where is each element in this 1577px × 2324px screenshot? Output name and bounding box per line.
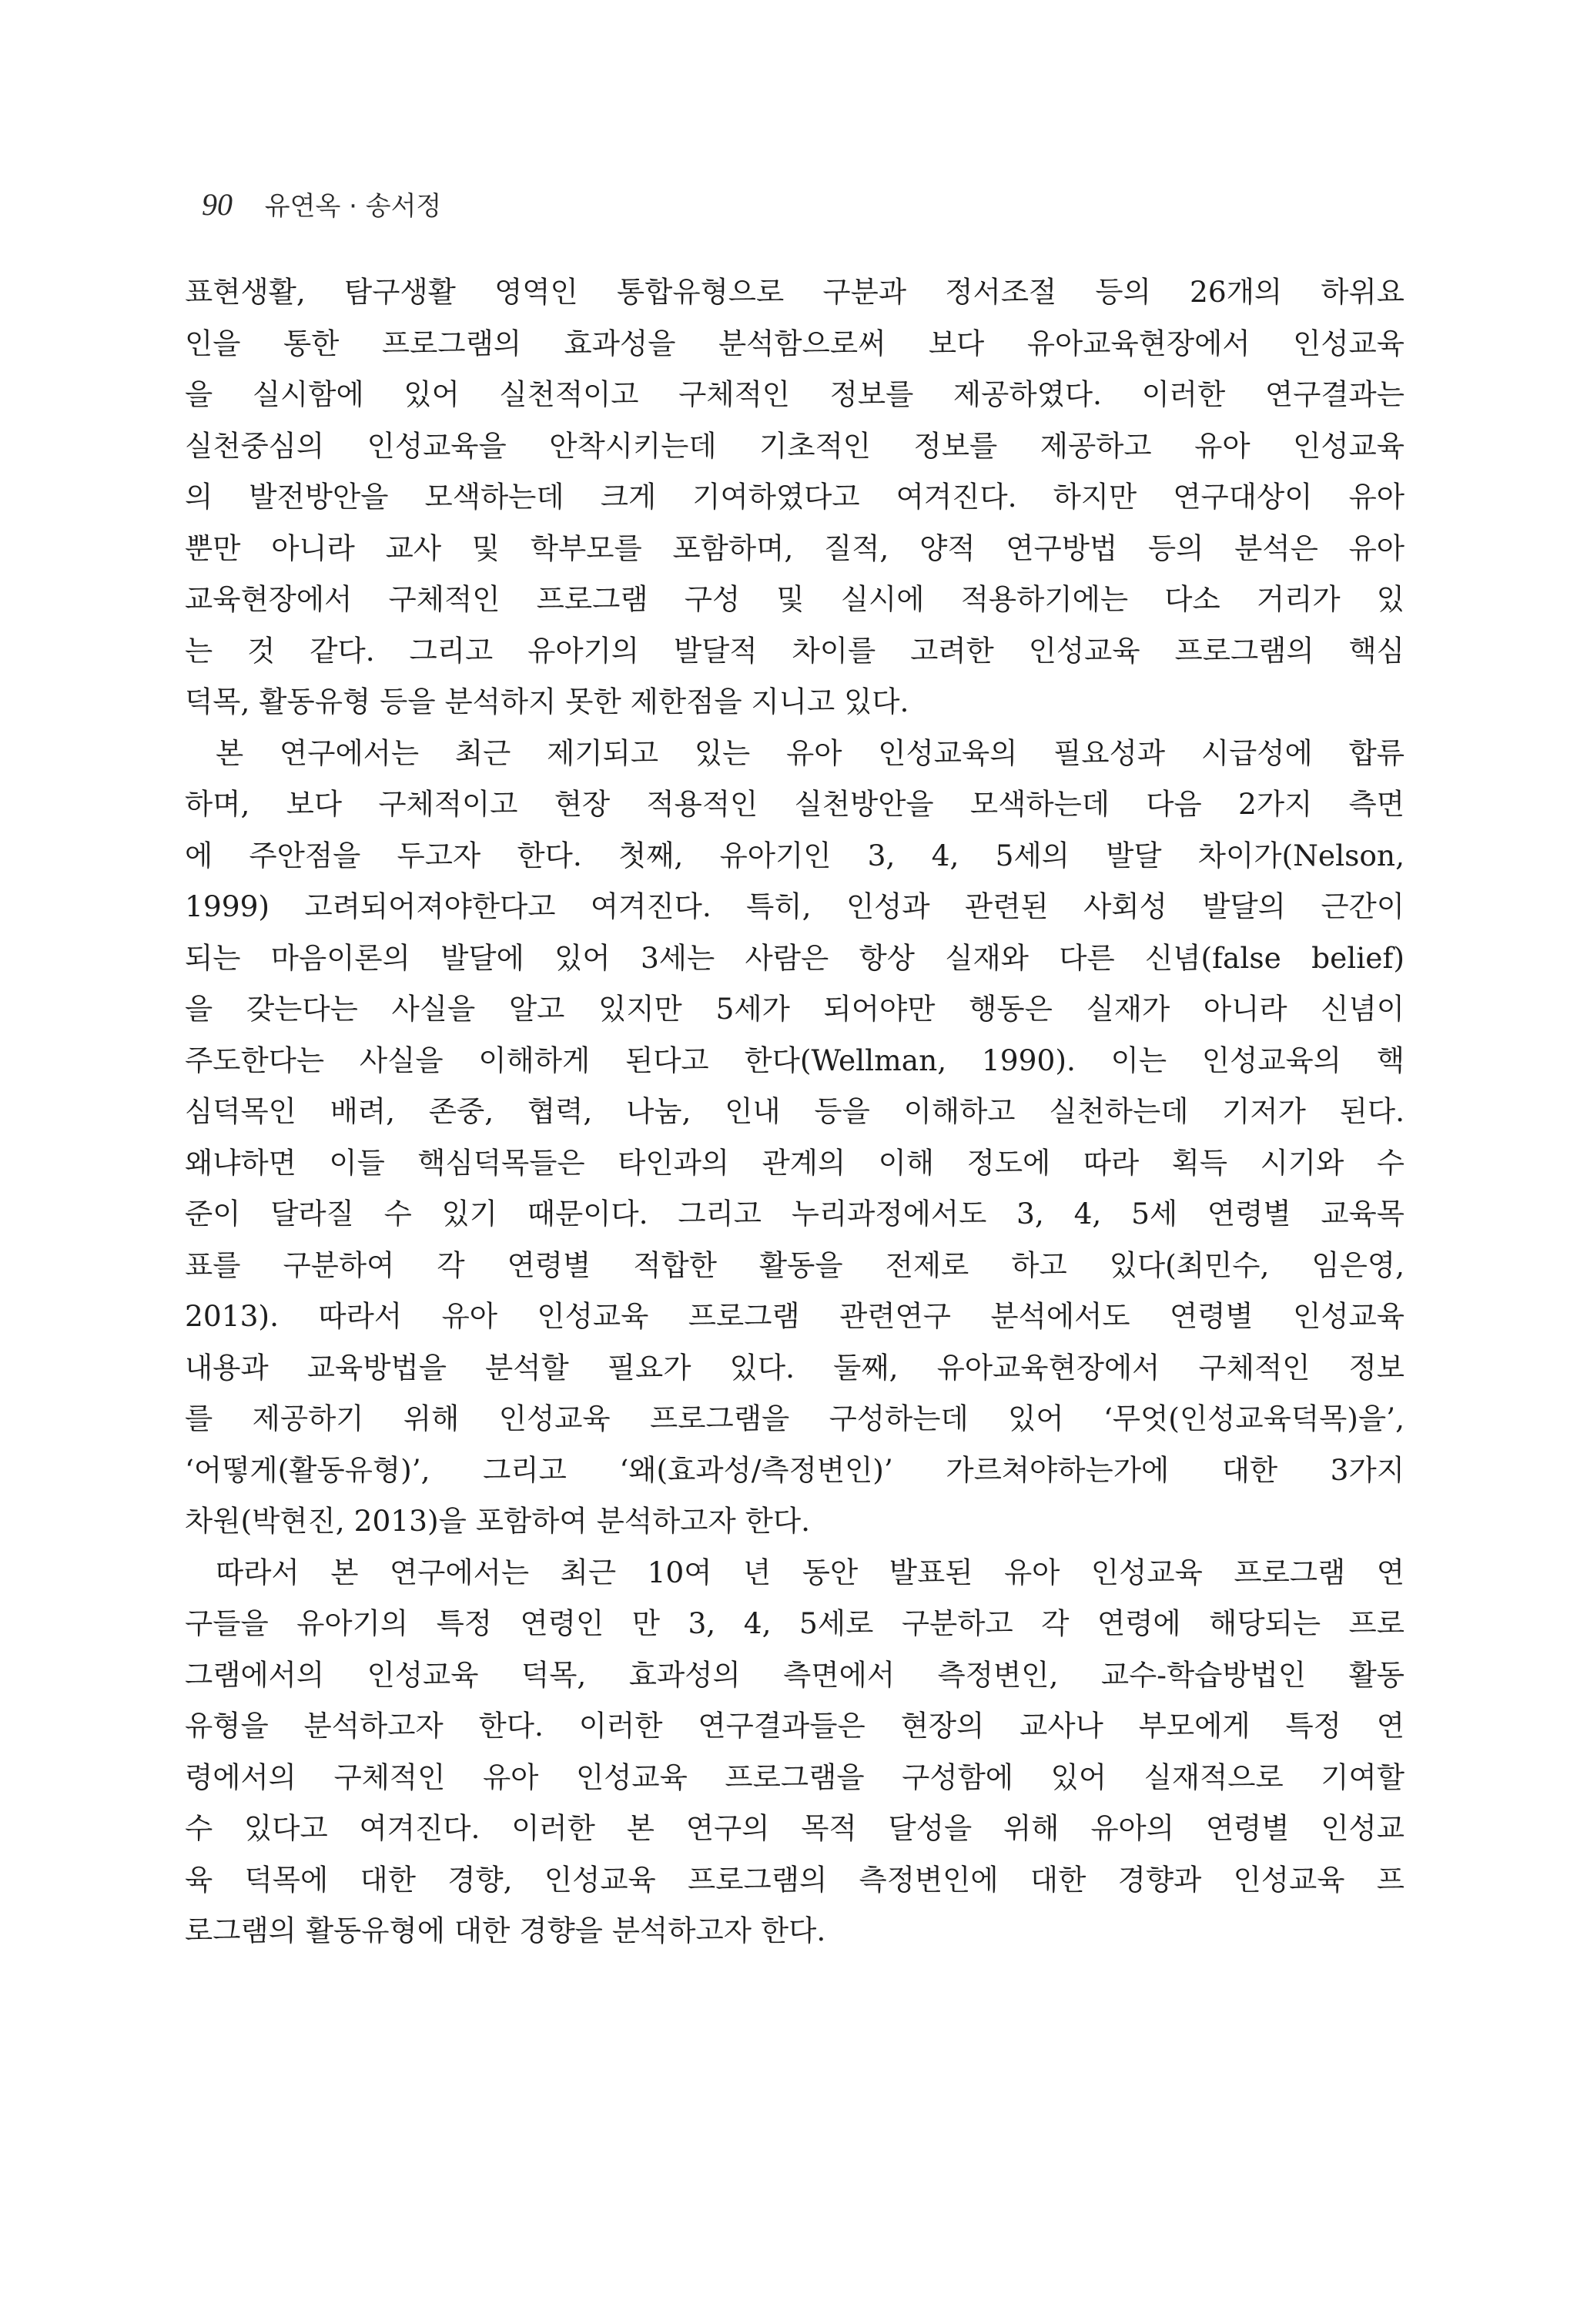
text-line: 되는 마음이론의 발달에 있어 3세는 사람은 항상 실재와 다른 신념(false belief) — [185, 940, 1405, 975]
text-line: 주도한다는 사실을 이해하게 된다고 한다(Wellman, 1990). 이는 인성교육의 핵 — [185, 1043, 1405, 1077]
text-line: 차원(박현진, 2013)을 포함하여 분석하고자 한다. — [185, 1504, 811, 1538]
text-line: 뿐만 아니라 교사 및 학부모를 포함하며, 질적, 양적 연구방법 등의 분석은 유아 — [185, 531, 1405, 565]
text-line: 를 제공하기 위해 인성교육 프로그램을 구성하는데 있어 ‘무엇(인성교육덕목)을’, — [185, 1401, 1405, 1435]
text-line: 을 갖는다는 사실을 알고 있지만 5세가 되어야만 행동은 실재가 아니라 신념이 — [185, 992, 1405, 1026]
page-number: 90 — [202, 187, 233, 222]
paragraph — [185, 266, 1405, 728]
text-line: 유형을 분석하고자 한다. 이러한 연구결과들은 현장의 교사나 부모에게 특정 연 — [185, 1709, 1405, 1743]
text-line: 에 주안점을 두고자 한다. 첫째, 유아기인 3, 4, 5세의 발달 차이가(Nelson, — [185, 838, 1405, 872]
header-authors: 유연옥 · 송서정 — [264, 191, 442, 222]
body-text — [185, 266, 1405, 1957]
text-line: 의 발전방안을 모색하는데 크게 기여하였다고 여겨진다. 하지만 연구대상이 유아 — [185, 480, 1405, 514]
text-line: 본 연구에서는 최근 제기되고 있는 유아 인성교육의 필요성과 시급성에 합류 — [216, 735, 1405, 770]
text-line: 따라서 본 연구에서는 최근 10여 년 동안 발표된 유아 인성교육 프로그램 연 — [216, 1555, 1405, 1589]
text-line: 는 것 같다. 그리고 유아기의 발달적 차이를 고려한 인성교육 프로그램의 핵심 — [185, 633, 1405, 668]
text-line: ‘어떻게(활동유형)’, 그리고 ‘왜(효과성/측정변인)’ 가르쳐야하는가에 대한 3가지 — [185, 1452, 1405, 1487]
text-line: 구들을 유아기의 특정 연령인 만 3, 4, 5세로 구분하고 각 연령에 해당되는 프로 — [185, 1606, 1405, 1640]
text-line: 표현생활, 탐구생활 영역인 통합유형으로 구분과 정서조절 등의 26개의 하위요 — [185, 275, 1405, 309]
text-line: 실천중심의 인성교육을 안착시키는데 기초적인 정보를 제공하고 유아 인성교육 — [185, 428, 1405, 463]
text-line: 을 실시함에 있어 실천적이고 구체적인 정보를 제공하였다. 이러한 연구결과는 — [185, 377, 1405, 411]
text-line: 내용과 교육방법을 분석할 필요가 있다. 둘째, 유아교육현장에서 구체적인 정보 — [185, 1350, 1405, 1385]
text-line: 수 있다고 여겨진다. 이러한 본 연구의 목적 달성을 위해 유아의 연령별 인성교 — [185, 1811, 1405, 1845]
text-line: 하며, 보다 구체적이고 현장 적용적인 실천방안을 모색하는데 다음 2가지 측면 — [185, 787, 1405, 821]
text-line: 1999) 고려되어져야한다고 여겨진다. 특히, 인성과 관련된 사회성 발달의 근간이 — [185, 889, 1405, 923]
text-line: 왜냐하면 이들 핵심덕목들은 타인과의 관계의 이해 정도에 따라 획득 시기와 수 — [185, 1145, 1405, 1180]
paragraph — [185, 728, 1405, 1547]
text-line: 2013). 따라서 유아 인성교육 프로그램 관련연구 분석에서도 연령별 인성교육 — [185, 1299, 1405, 1333]
text-line: 준이 달라질 수 있기 때문이다. 그리고 누리과정에서도 3, 4, 5세 연령별 교육목 — [185, 1197, 1405, 1231]
text-line: 덕목, 활동유형 등을 분석하지 못한 제한점을 지니고 있다. — [185, 685, 909, 718]
text-line: 그램에서의 인성교육 덕목, 효과성의 측면에서 측정변인, 교수-학습방법인 활동 — [185, 1657, 1405, 1692]
text-line: 인을 통한 프로그램의 효과성을 분석함으로써 보다 유아교육현장에서 인성교육 — [185, 326, 1405, 360]
text-line: 심덕목인 배려, 존중, 협력, 나눔, 인내 등을 이해하고 실천하는데 기저가 된다. — [185, 1094, 1405, 1128]
text-line: 표를 구분하여 각 연령별 적합한 활동을 전제로 하고 있다(최민수, 임은영, — [185, 1247, 1405, 1282]
text-line: 교육현장에서 구체적인 프로그램 구성 및 실시에 적용하기에는 다소 거리가 있 — [185, 582, 1405, 616]
text-line: 육 덕목에 대한 경향, 인성교육 프로그램의 측정변인에 대한 경향과 인성교육 프 — [185, 1862, 1405, 1897]
text-line: 로그램의 활동유형에 대한 경향을 분석하고자 한다. — [185, 1914, 826, 1947]
running-header — [202, 183, 441, 228]
text-line: 령에서의 구체적인 유아 인성교육 프로그램을 구성함에 있어 실재적으로 기여할 — [185, 1760, 1405, 1794]
paragraph — [185, 1547, 1405, 1957]
